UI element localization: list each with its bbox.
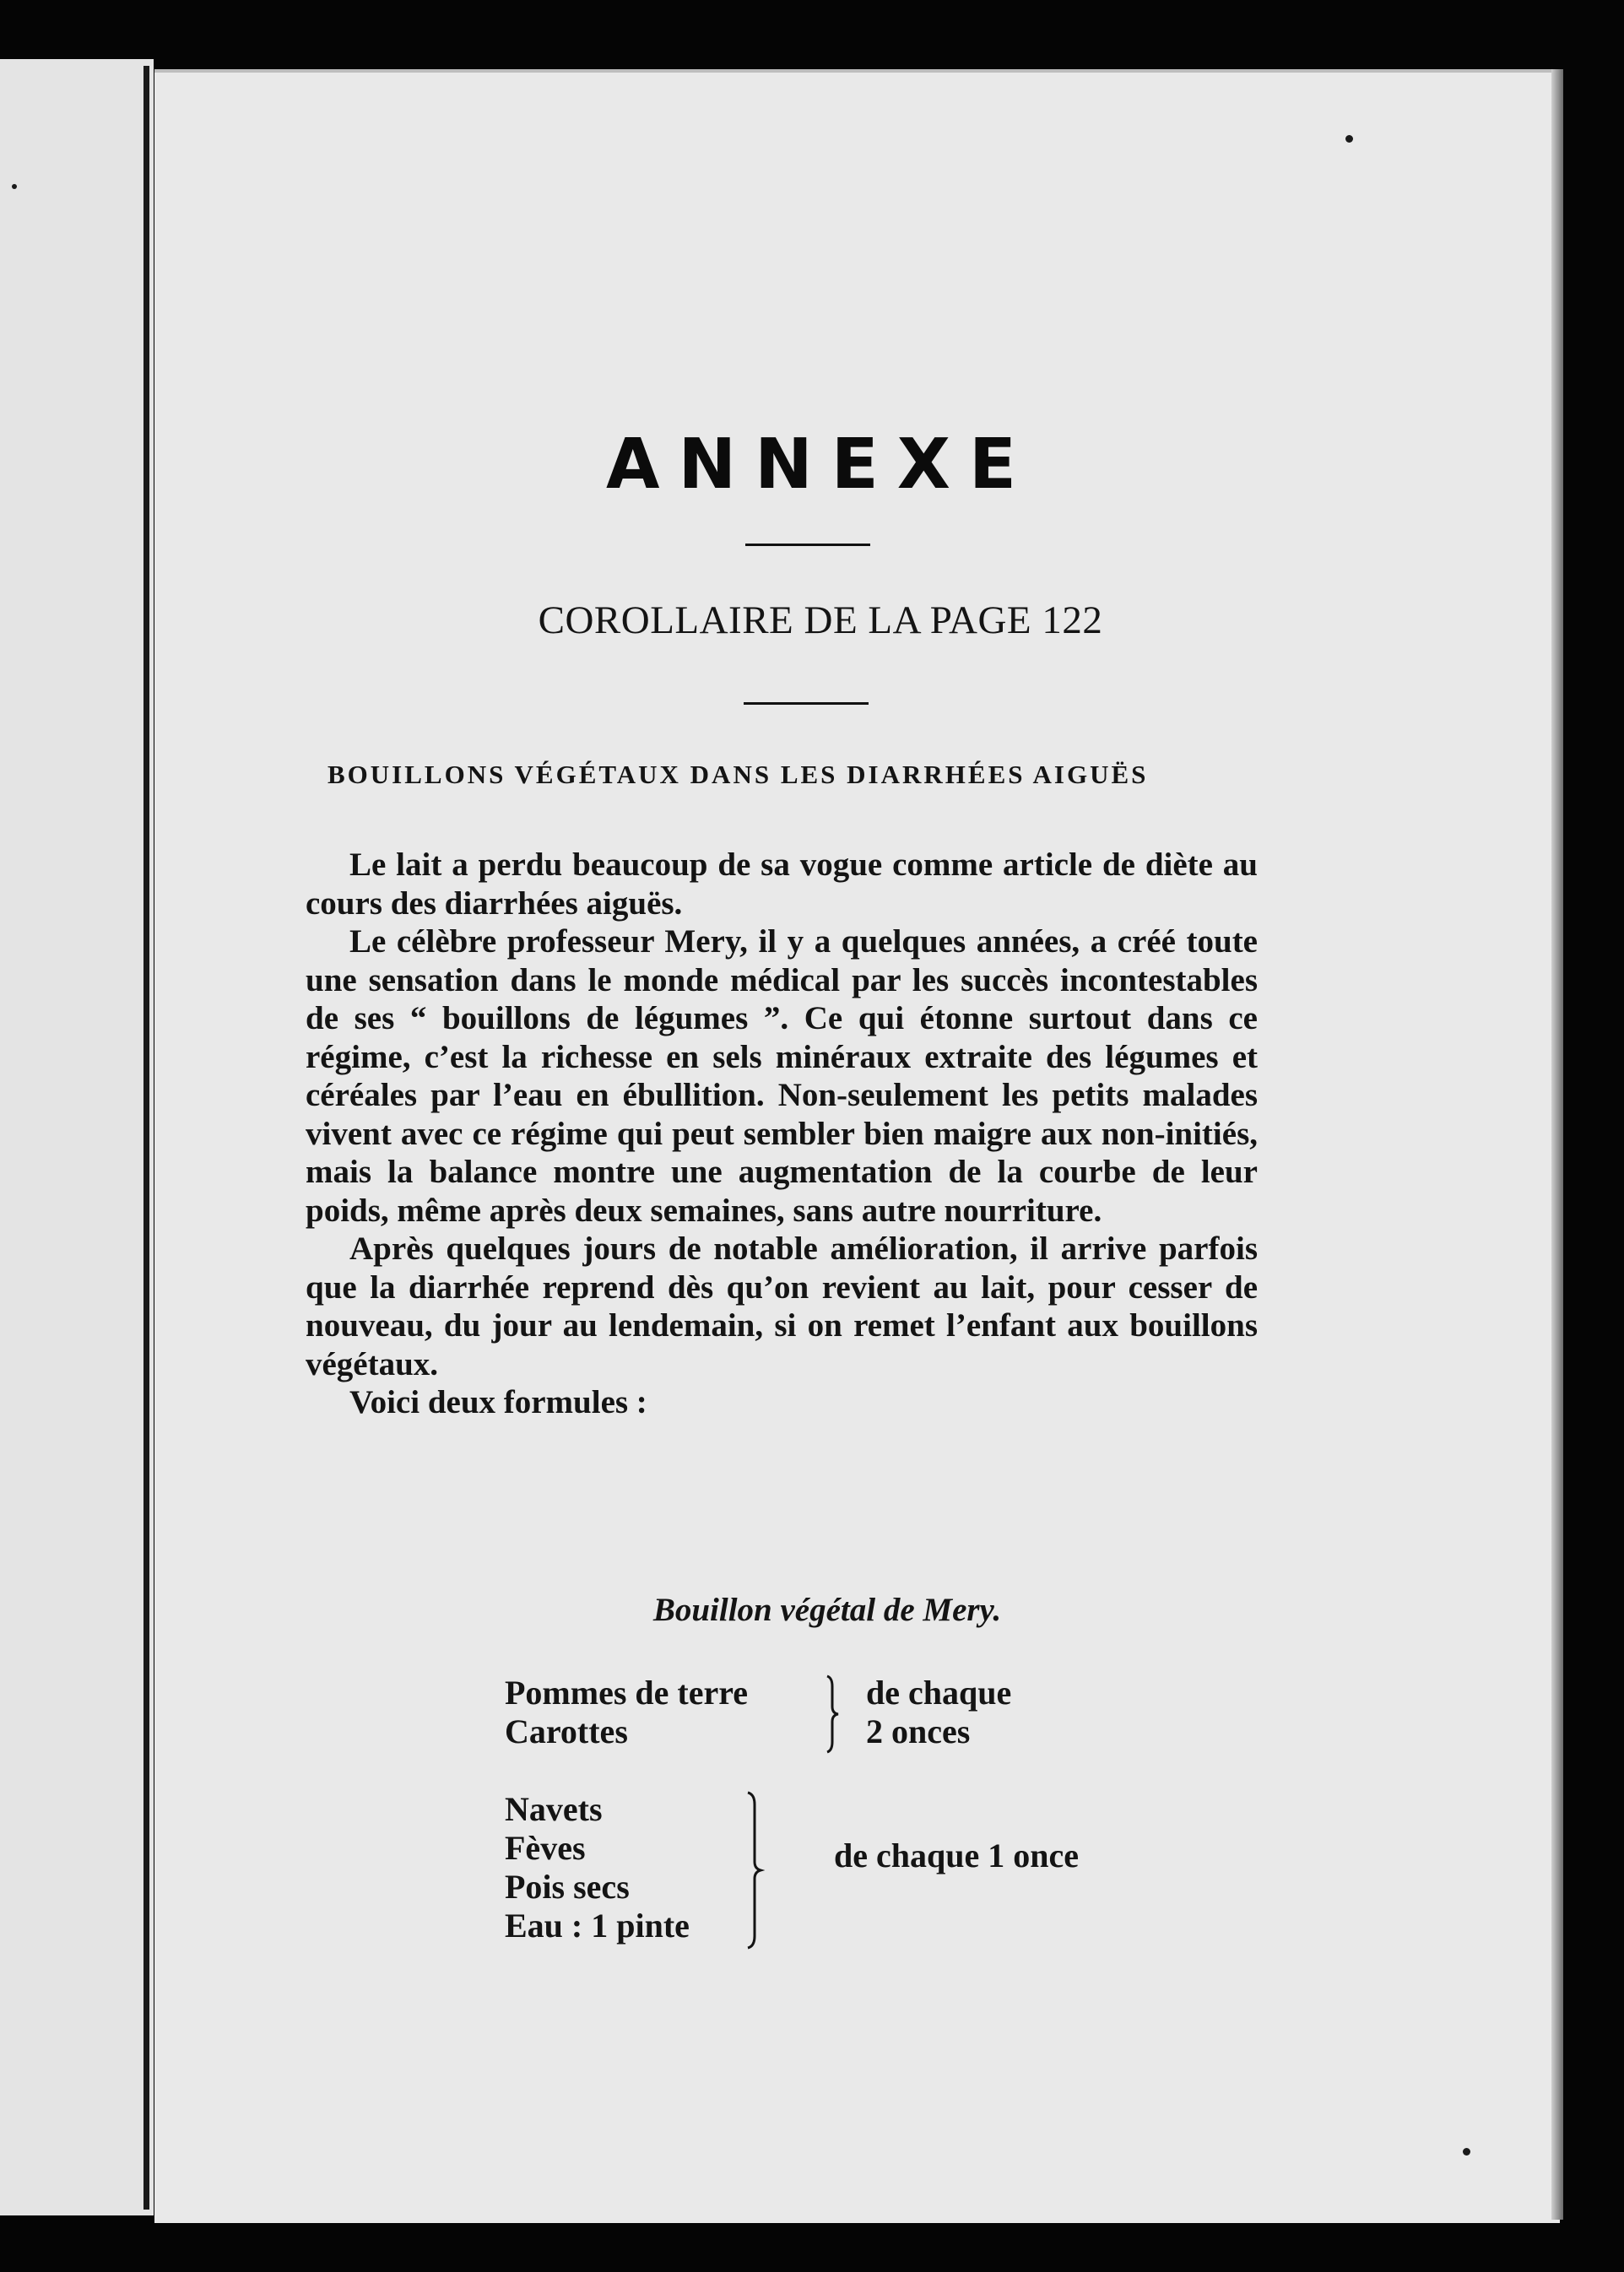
- title-rule: [745, 544, 870, 546]
- subtitle-rule: [744, 702, 869, 705]
- ingredient: Carottes: [505, 1712, 628, 1750]
- paragraph: Voici deux formules :: [349, 1384, 647, 1420]
- paragraph: Le célèbre professeur Mery, il y a quelques années, a créé toute une sensation dans le monde médical par les succès incontestables de ses “ bouillons de légumes ”. Ce qui étonne surtout dans ce régime, c’est la richesse en sels minéraux extraite des légumes et céréales par l’eau en ébullition. Non-seulement les petits malades vivent avec ce régime qui peut sembler bien maigre aux non-initiés, mais la balance montre une augmentation de la courbe de leur poids, même après deux semaines, sans autre nourriture.: [306, 923, 1258, 1229]
- binding-edge: [143, 66, 149, 2210]
- quantity: de chaque: [866, 1674, 1012, 1712]
- paragraph: Le lait a perdu beaucoup de sa vogue comme article de diète au cours des diarrhées aiguës.: [306, 847, 1258, 922]
- speck: [1345, 135, 1353, 143]
- brace-icon: [824, 1674, 842, 1754]
- speck: [1463, 2148, 1470, 2156]
- ingredient: Eau : 1 pinte: [505, 1907, 690, 1945]
- speck: [12, 184, 17, 189]
- ingredient: Navets: [505, 1790, 603, 1828]
- quantity: de chaque 1 once: [834, 1837, 1079, 1874]
- ingredient: Pommes de terre: [505, 1674, 749, 1712]
- quantity: 2 onces: [866, 1712, 971, 1750]
- page-title: ANNEXE: [606, 425, 1035, 505]
- recipe-title: Bouillon végétal de Mery.: [652, 1592, 1002, 1628]
- ingredient: Fèves: [505, 1829, 586, 1867]
- previous-page-strip: [0, 59, 154, 2215]
- brace-icon: [746, 1791, 765, 1950]
- paragraph: Après quelques jours de notable amélioration, il arrive parfois que la diarrhée reprend dès qu’on revient au lait, pour cesser de nouveau, du jour au lendemain, si on remet l’enfant aux bouillons végétaux.: [306, 1231, 1258, 1382]
- section-heading: BOUILLONS VÉGÉTAUX DANS LES DIARRHÉES AIGUËS: [328, 760, 1149, 789]
- ingredient: Pois secs: [505, 1868, 630, 1906]
- body-text: [306, 846, 1258, 1422]
- page-edge-shadow: [1551, 69, 1563, 2220]
- page-subtitle: COROLLAIRE DE LA PAGE 122: [538, 598, 1103, 642]
